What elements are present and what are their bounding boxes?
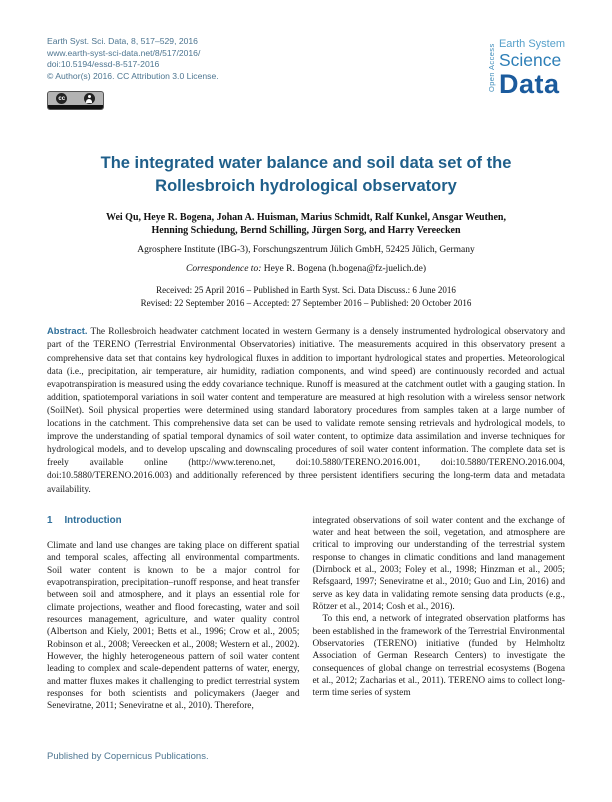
dates-line-2: Revised: 22 September 2016 – Accepted: 27 September 2016 – Published: 20 October 2016 <box>140 298 472 309</box>
publisher-footer: Published by Copernicus Publications. <box>47 751 209 762</box>
logo-earth-system: Earth System <box>498 38 565 50</box>
page-header <box>47 36 565 110</box>
abstract <box>47 325 565 496</box>
cc-icon: cc <box>56 93 67 104</box>
correspondence-line <box>47 264 565 274</box>
abstract-label: Abstract. <box>47 326 88 337</box>
correspondence-email[interactable]: Heye R. Bogena (h.bogena@fz-juelich.de) <box>261 264 427 275</box>
left-column <box>47 515 300 713</box>
journal-logo-text <box>499 38 565 98</box>
body-columns <box>47 515 565 713</box>
journal-citation: Earth Syst. Sci. Data, 8, 517–529, 2016 <box>47 36 198 46</box>
logo-data: Data <box>498 69 560 99</box>
journal-logo <box>487 38 565 98</box>
cc-by-license-badge[interactable] <box>47 91 104 110</box>
intro-paragraph-right-2: To this end, a network of integrated observation platforms has been established in the framework of the Terrestrial Environmental Observatories (TERENO) initiative (funded by Helmholtz Association of German Research Centers) to investigate the consequences of global change on terrestrial ecosystems (Bogena et al., 2012; Zacharias et al., 2011). TERENO aims to collect long-term time series of system <box>312 614 565 699</box>
citation-block <box>47 36 219 110</box>
publication-dates <box>47 284 565 310</box>
intro-paragraph-right-1: integrated observations of soil water content and the exchange of water and heat between the soil, vegetation, and atmosphere are critical to improving our understanding of the terrestrial system response to changes in climatic conditions and land management (Dirnbock et al., 2003; Foley et al., 1998; Hinzman et al., 2005; Refsgaard, 1997; Seneviratne et al., 2010; Guo and Lin, 2016) and serve as key data in validating remote sensing data products (e.g., Rötzer et al., 2014; Cosh et al., 2016). <box>312 515 565 612</box>
open-access-label: Open Access <box>486 43 496 93</box>
article-title <box>47 152 565 198</box>
doi-link[interactable]: doi:10.5194/essd-8-517-2016 <box>47 59 160 70</box>
correspondence-label: Correspondence to: <box>185 264 262 275</box>
authors-line-1: Wei Qu, Heye R. Bogena, Johan A. Huisman, Marius Schmidt, Ralf Kunkel, Ansgar Weuthen, <box>106 212 506 224</box>
section-number: 1 <box>47 514 53 526</box>
author-list <box>47 211 565 237</box>
section-heading-introduction <box>47 515 300 527</box>
abstract-text: The Rollesbroich headwater catchment located in western Germany is a densely instrumented hydrological observatory and part of the TERENO (Terrestrial Environmental Observatories) initiative. The measurements acquired in this observatory present a comprehensive data set that contains key hydrological fluxes in addition to important hydrological states and properties. Meteorological data (i.e., precipitation, air temperature, air humidity, radiation components, and wind speed) are continuously recorded and actual evapotranspiration is measured using the eddy covariance technique. Runoff is measured at the catchment outlet with a gauging station. In addition, spatiotemporal variations in soil water content and temperature are measured at high resolution with a wireless sensor network (SoilNet). Soil physical properties were determined using standard laboratory procedures from samples taken at a large number of locations in the catchment. This comprehensive data set can be used to validate remote sensing retrievals and hydrological models, to improve the understanding of spatial temporal dynamics of soil water content, to optimize data assimilation and inverse techniques for hydrological models, and to develop upscaling and downscaling procedures of soil water content information. The complete data set is freely available online (http://www.tereno.net, doi:10.5880/TERENO.2016.001, doi:10.5880/TERENO.2016.004, doi:10.5880/TERENO.2016.003) and additionally referenced by three persistent identifiers securing the long-term data and metadata availability. <box>47 327 565 495</box>
authors-line-2: Henning Schiedung, Bernd Schilling, Jürgen Sorg, and Harry Vereecken <box>151 225 461 237</box>
affiliation: Agrosphere Institute (IBG-3), Forschungszentrum Jülich GmbH, 52425 Jülich, Germany <box>137 245 475 256</box>
title-line-2: Rollesbroich hydrological observatory <box>155 177 457 196</box>
license-text: © Author(s) 2016. CC Attribution 3.0 License. <box>47 70 219 81</box>
section-title: Introduction <box>64 514 122 526</box>
intro-paragraph-left: Climate and land use changes are taking place on different spatial and temporal scales, affecting all environmental compartments. Soil water content is known to be a major control for evapotranspiration, precipitation–runoff response, and heat transfer between soil and atmosphere, and it plays an essential role for climate projections, weather and flood forecasting, water and soil resources management, agriculture, and water quality control (Albertson and Kiely, 2001; Betts et al., 1996; Crow et al., 2005; Robinson et al., 2008; Vereecken et al., 2008; Western et al., 2002). However, the highly heterogeneous pattern of soil water content leading to complex and scale-dependent patterns of water, energy, and matter fluxes makes it challenging to predict terrestrial system responses for both scientists and policymakers (Jaeger and Seneviratne, 2011; Seneviratne et al., 2010). Therefore, <box>47 540 300 712</box>
article-url-link[interactable]: www.earth-syst-sci-data.net/8/517/2016/ <box>47 47 201 58</box>
right-column <box>313 515 566 713</box>
cc-badge-bar <box>48 105 103 109</box>
title-line-1: The integrated water balance and soil data set of the <box>100 154 512 173</box>
logo-science: Science <box>498 50 562 70</box>
dates-line-1: Received: 25 April 2016 – Published in Earth Syst. Sci. Data Discuss.: 6 June 2016 <box>156 285 456 296</box>
person-icon <box>84 93 95 104</box>
